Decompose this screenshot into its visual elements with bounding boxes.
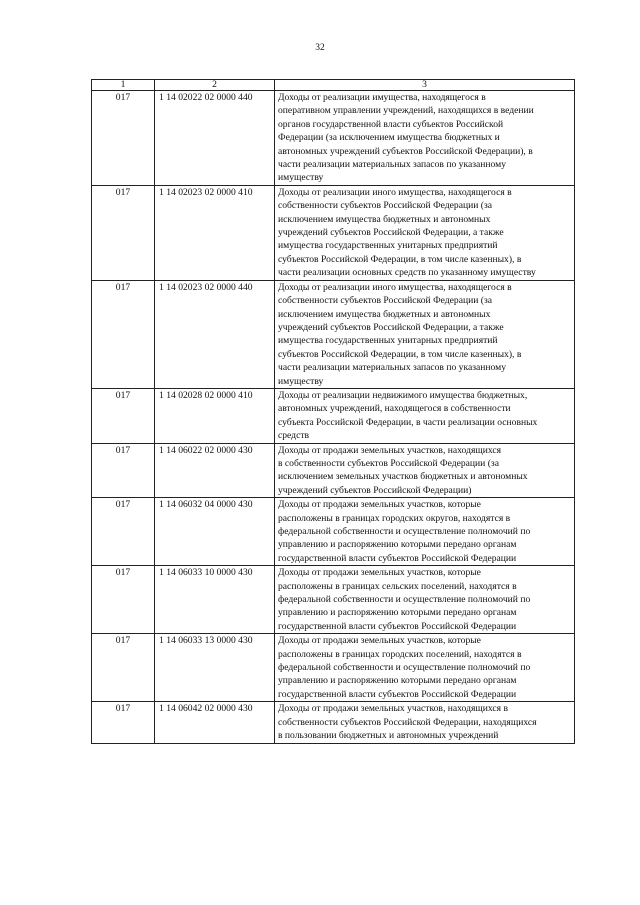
admin-code-cell: 017 [92, 566, 155, 634]
budget-classification-code-cell: 1 14 06033 13 0000 430 [155, 634, 275, 702]
description-line: исключением имущества бюджетных и автономных [278, 213, 491, 225]
revenue-description-cell [275, 185, 575, 280]
description-line: государственной власти субъектов Российской Федерации [278, 688, 517, 700]
description-line: Доходы от продажи земельных участков, находящихся [278, 444, 502, 456]
revenue-description-cell [275, 498, 575, 566]
description-line: Доходы от реализации иного имущества, находящегося в [278, 281, 512, 293]
table-row [92, 443, 575, 498]
description-line: в пользовании бюджетных и автономных учреждений [278, 730, 499, 742]
admin-code-cell: 017 [92, 280, 155, 388]
description-line: автономных учреждений, находящегося в собственности [278, 403, 511, 415]
budget-classification-code-cell: 1 14 02028 02 0000 410 [155, 388, 275, 443]
description-line: государственной власти субъектов Российской Федерации [278, 552, 517, 564]
table-row [92, 702, 575, 743]
description-line: исключением имущества бюджетных и автономных [278, 308, 491, 320]
admin-code-cell: 017 [92, 634, 155, 702]
budget-classification-code-cell: 1 14 02023 02 0000 410 [155, 185, 275, 280]
budget-classification-code-cell: 1 14 02023 02 0000 440 [155, 280, 275, 388]
budget-classification-code-cell: 1 14 06033 10 0000 430 [155, 566, 275, 634]
description-line: Доходы от продажи земельных участков, которые [278, 635, 481, 647]
admin-code-cell: 017 [92, 498, 155, 566]
revenue-description-cell [275, 634, 575, 702]
description-line: расположены в границах сельских поселений, находятся в [278, 580, 517, 592]
page-number: 32 [315, 43, 325, 53]
description-line: управлению и распоряжению которыми передано органам [278, 607, 517, 619]
description-line: расположены в границах городских поселений, находятся в [278, 648, 522, 660]
admin-code-cell: 017 [92, 185, 155, 280]
description-line: Федерации (за исключением имущества бюджетных и [278, 132, 500, 144]
revenue-description-cell [275, 388, 575, 443]
admin-code-cell: 017 [92, 443, 155, 498]
description-line: федеральной собственности и осуществление полномочий по [278, 526, 531, 537]
description-line: в собственности субъектов Российской Федерации (за [278, 457, 499, 469]
revenue-description-cell [275, 443, 575, 498]
admin-code-cell: 017 [92, 91, 155, 186]
description-line: органов государственной власти субъектов Российской [278, 118, 504, 130]
description-line: Доходы от продажи земельных участков, которые [278, 499, 481, 511]
description-line: собственности субъектов Российской Федерации (за [278, 200, 493, 212]
table-row [92, 185, 575, 280]
description-line: Доходы от продажи земельных участков, находящихся в [278, 703, 509, 715]
revenue-description-cell [275, 91, 575, 186]
description-line: учреждений субъектов Российской Федерации, а также [278, 227, 504, 239]
revenue-description-cell [275, 702, 575, 743]
budget-classification-code-cell: 1 14 02022 02 0000 440 [155, 91, 275, 186]
column-header-3: 3 [275, 80, 575, 91]
column-header-2: 2 [155, 80, 275, 91]
description-line: части реализации основных средств по указанному имуществу [278, 267, 536, 279]
description-line: субъектов Российской Федерации, в том числе казенных), в [278, 348, 522, 360]
description-line: субъектов Российской Федерации, в том числе казенных), в [278, 253, 522, 265]
description-line: собственности субъектов Российской Федерации (за [278, 295, 493, 307]
description-line: исключением земельных участков бюджетных и автономных [278, 471, 528, 483]
description-line: имуществу [278, 375, 324, 387]
description-line: средств [278, 430, 310, 442]
table-row [92, 498, 575, 566]
description-line: оперативном управлении учреждений, находящихся в ведении [278, 105, 534, 117]
table-row [92, 634, 575, 702]
description-line: собственности субъектов Российской Федерации, находящихся [278, 716, 537, 728]
admin-code-cell: 017 [92, 702, 155, 743]
description-line: части реализации материальных запасов по указанному [278, 362, 507, 374]
budget-classification-code-cell: 1 14 06042 02 0000 430 [155, 702, 275, 743]
revenue-description-cell [275, 566, 575, 634]
table-row [92, 91, 575, 186]
table-row [92, 566, 575, 634]
description-line: учреждений субъектов Российской Федерации) [278, 484, 472, 496]
table-row [92, 388, 575, 443]
revenue-codes-table [91, 79, 575, 744]
description-line: части реализации материальных запасов по указанному [278, 159, 507, 171]
description-line: учреждений субъектов Российской Федерации, а также [278, 321, 504, 333]
description-line: расположены в границах городских округов, находятся в [278, 512, 511, 524]
description-line: субъекта Российской Федерации, в части реализации основных [278, 416, 538, 428]
column-header-1: 1 [92, 80, 155, 91]
description-line: автономных учреждений субъектов Российской Федерации), в [278, 145, 533, 157]
table-header-row [92, 80, 575, 91]
description-line: Доходы от реализации иного имущества, находящегося в [278, 186, 512, 198]
revenue-description-cell [275, 280, 575, 388]
budget-classification-code-cell: 1 14 06032 04 0000 430 [155, 498, 275, 566]
description-line: федеральной собственности и осуществление полномочий по [278, 662, 531, 674]
budget-classification-code-cell: 1 14 06022 02 0000 430 [155, 443, 275, 498]
admin-code-cell: 017 [92, 388, 155, 443]
description-line: управлению и распоряжению которыми передано органам [278, 539, 517, 551]
table-row [92, 280, 575, 388]
description-line: Доходы от продажи земельных участков, которые [278, 567, 481, 579]
description-line: имущества государственных унитарных предприятий [278, 335, 498, 347]
description-line: федеральной собственности и осуществление полномочий по [278, 594, 531, 606]
description-line: Доходы от реализации имущества, находящегося в [278, 92, 486, 103]
description-line: имущества государственных унитарных предприятий [278, 240, 498, 252]
description-line: управлению и распоряжению которыми передано органам [278, 675, 517, 687]
description-line: Доходы от реализации недвижимого имущества бюджетных, [278, 389, 528, 401]
table-body [92, 91, 575, 744]
description-line: государственной власти субъектов Российской Федерации [278, 620, 517, 632]
description-line: имуществу [278, 172, 324, 184]
